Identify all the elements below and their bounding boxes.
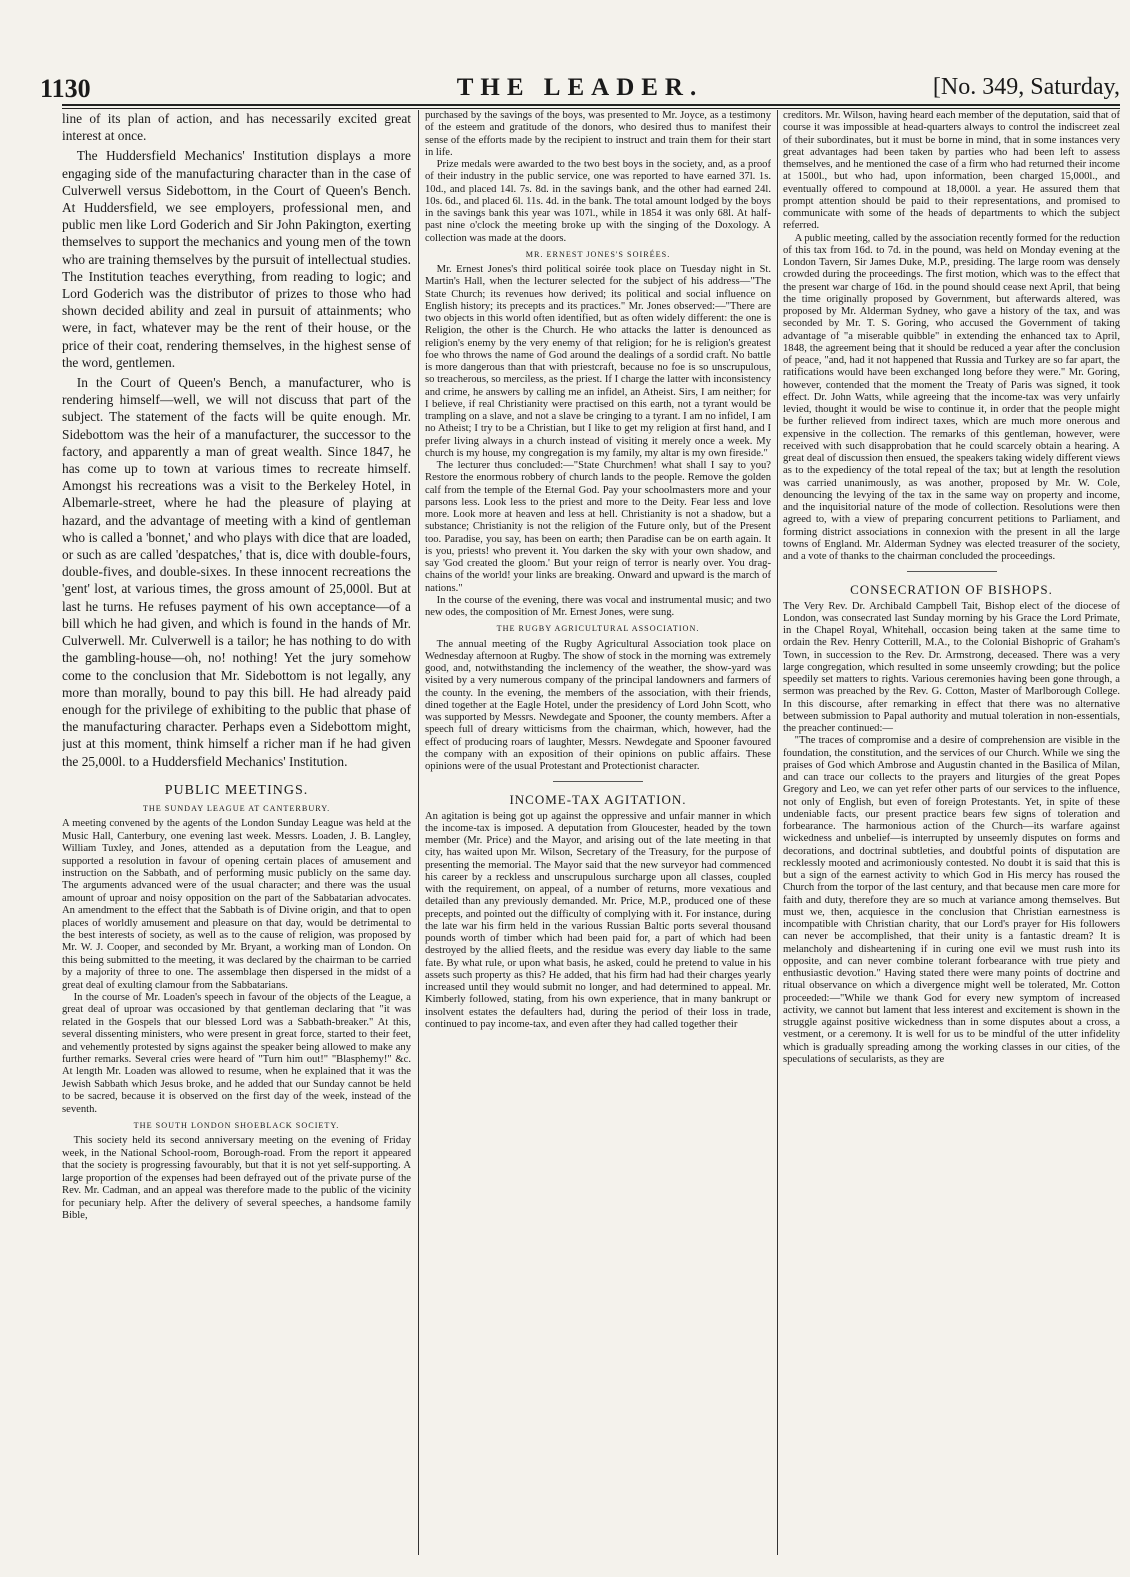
article-paragraph: The annual meeting of the Rugby Agricultural Association took place on Wednesday afternoon at Rugby. The show of stock in the morning was extremely good, and, notwithstanding the inclemency of the weather, the show-yard was visited by a very numerous company of the principal landowners and farmers of the county. In the evening, the members of the association, with their friends, dined together at the Eagle Hotel, under the presidency of Lord John Scott, who was supported by Messrs. Newdegate and Spooner, the county members. After a speech full of dreary witticisms from the chairman, which, however, had the effect of producing roars of laughter, Messrs. Newdegate and Spooner favoured the company with an exposition of their opinions on public affairs. These opinions were of the usual Protestant and Protectionist character. <box>425 638 771 772</box>
article-paragraph: In the course of the evening, there was vocal and instrumental music; and two new odes, the composition of Mr. Ernest Jones, were sung. <box>425 594 771 618</box>
section-separator <box>553 781 643 782</box>
article-paragraph: creditors. Mr. Wilson, having heard each member of the deputation, said that of course it was impossible at head-quarters always to control the indiscreet zeal of their subordinates, but it must be borne in mind, that in some instances very great advantages had been taken by parties who had been left to assess themselves, and he mentioned the case of a firm who had returned their income at 1500l., but who had, upon information, been charged 15,000l., and eventually offered to compound at 18,000l. a year. He assured them that prompt attention should be paid to their representations, and promised to communicate with some of the heads of departments to which the subject referred. <box>783 110 1120 232</box>
header-rule <box>62 104 1120 106</box>
article-paragraph: An agitation is being got up against the oppressive and unfair manner in which the income-tax is imposed. A deputation from Gloucester, headed by the town member (Mr. Price) and the Mayor, and arising out of the late meeting in that city, has waited upon Mr. Wilson, Secretary of the Treasury, for the purpose of presenting the memorial. The Mayor said that the new surveyor had commenced his career by a reckless and unscrupulous surcharge upon all classes, coupled with the requirement, on appeal, of a number of returns, more vexatious and detailed than any previously demanded. Mr. Price, M.P., produced one of these precepts, and pointed out the difficulty of complying with it. For instance, during the late war his firm held in the various Russian Baltic ports several thousand pounds worth of timber which had been paid for, a part of which had been destroyed by the allied fleets, and the residue was every day liable to the same fate. By what rule, or upon what basis, he asked, could he pretend to value in his assets such property as this? He added, that his firm had had their charges yearly increased until they would submit no longer, and had determined to appeal. Mr. Kimberly followed, stating, from his own experience, that in many bankrupt or insolvent estates the defaulters had, during the period of their loss in trade, continued to pay income-tax, and even after they had called together their <box>425 810 771 1030</box>
article-paragraph: In the course of Mr. Loaden's speech in favour of the objects of the League, a great deal of uproar was occasioned by that gentleman declaring that "it was related in the Gospels that our blessed Lord was a Sabbath-breaker." At this, several dissenting ministers, who were present in great force, started to their feet, and vehemently protested by signs against the speaker being allowed to make any further remarks. Several cries were heard of "Turn him out!" "Blasphemy!" &c. At length Mr. Loaden was allowed to resume, when he explained that it was the Jewish Sabbath which Jesus broke, and he added that our Sunday cannot be held to be sacred, because it is observed on the first day of the week, instead of the seventh. <box>62 992 411 1115</box>
section-title-income-tax: INCOME-TAX AGITATION. <box>509 792 687 808</box>
subheading-sunday-league: THE SUNDAY LEAGUE AT CANTERBURY. <box>142 803 331 813</box>
issue-label: [No. 349, Saturday, <box>932 74 1120 100</box>
article-paragraph: Prize medals were awarded to the two best boys in the society, and, as a proof of their industry in the public service, one was reported to have earned 37l. 1s. 10d., and placed 14l. 7s. 8d. in the savings bank, and the other had earned 24l. 10s. 6d., and placed 6l. 11s. 4d. in the bank. The total amount lodged by the boys in the savings bank this year was 107l., while in 1854 it was only 68l. At half-past nine o'clock the meeting broke up with the singing of the Doxology. A collection was made at the doors. <box>425 159 771 244</box>
section-title-consecration: CONSECRATION OF BISHOPS. <box>850 582 1053 598</box>
article-paragraph: A meeting convened by the agents of the London Sunday League was held at the Music Hall, Canterbury, one evening last week. Messrs. Loaden, J. B. Langley, William Tuxley, and Jones, attended as a deputation from the League, and supported a resolution in favour of opening certain places of amusement and instruction on the Sabbath, and of performing music publicly on the same day. The arguments advanced were of the usual character; and there was the usual amount of uproar and noisy opposition on the part of the Sabbatarian advocates. An amendment to the effect that the Sabbath is of Divine origin, and that to open places of worldly amusement and pleasure on that day, would be detrimental to the best interests of society, as well as to the cause of religion, was proposed by Mr. W. J. Cooper, and seconded by Mr. Bryant, a working man of London. On this being submitted to the meeting, it was declared by the chairman to be carried by a majority of three to one. The assemblage then dispersed in the midst of a great deal of exulting clamour from the Sabbatarians. <box>62 818 411 991</box>
page-number: 1130 <box>40 74 91 103</box>
column-1 <box>62 110 411 1560</box>
section-separator <box>907 571 997 572</box>
column-divider <box>418 110 419 1555</box>
article-paragraph: The lecturer thus concluded:—"State Churchmen! what shall I say to you? Restore the enormous robbery of church lands to the people. Remove the golden calf from the temple of the Eternal God. Pay your schoolmasters more and your parsons less. Look less to the priest and more to the Deity. Fear less and love more. Look more at heaven and less at hell. Christianity is not a shadow, but a substance; Christianity is not the religion of the Future only, but of the Present too. Paradise, you say, has been on earth; then Paradise can be on earth again. It is you, priests! who prevent it. You darken the sky with your own shadow, and say 'God created the gloom.' But your reign of terror is nearly over. You drag-chains of the world! your links are breaking. Onward and upward is the march of nations." <box>425 460 771 594</box>
article-paragraph: This society held its second anniversary meeting on the evening of Friday week, in the National School-room, Borough-road. From the report it appeared that the society is progressing favourably, but that it is not yet self-supporting. A large proportion of the expenses had been defrayed out of the private purse of the Rev. Mr. Cadman, and an appeal was therefore made to the public of the vicinity for pecuniary help. After the delivery of several speeches, a handsome family Bible, <box>62 1135 411 1221</box>
page-header <box>40 74 1120 104</box>
subheading-shoeblack-society: THE SOUTH LONDON SHOEBLACK SOCIETY. <box>133 1121 340 1131</box>
subheading-rugby-agricultural: THE RUGBY AGRICULTURAL ASSOCIATION. <box>496 624 700 634</box>
article-paragraph: In the Court of Queen's Bench, a manufacturer, who is rendering himself—well, we will not discuss that part of the subject. The statement of the facts will be quite enough. Mr. Sidebottom was the heir of a manufacturer, the successor to the factory, and apparently a man of great wealth. Since 1847, he has come up to town at various times to recreate himself. Amongst his recreations was a visit to the Berkeley Hotel, in Albemarle-street, where he had the pleasure of playing at hazard, and the advantage of meeting with a kind of gentleman who is called a 'bonnet,' and who plays with dice that are loaded, or such as are called 'despatches,' that is, dice with double-fours, double-fives, and double-sixes. In these innocent recreations the 'gent' lost, at various times, the gross amount of 25,000l. But at last he turns. He refuses payment of his own acceptance—of a bill which he had given, and which is found in the hands of Mr. Culverwell. Mr. Culverwell is a tailor; he has nothing to do with the gambling-house—oh, no! nothing! Yet the jury somehow come to the conclusion that Mr. Sidebottom is not legally, any more than morally, bound to pay this bill. He had already paid enough for the privilege of exhibiting to the public that phase of the manufacturing character. Perhaps even a Sidebottom might, just at this moment, think himself a richer man if he had given the 25,000l. to a Huddersfield Mechanics' Institution. <box>62 375 411 769</box>
article-paragraph: line of its plan of action, and has necessarily excited great interest at once. <box>62 111 411 144</box>
header-rule-thin <box>62 108 1120 109</box>
column-2 <box>425 110 771 1560</box>
public-meetings-body <box>62 803 411 1222</box>
article-paragraph: The Huddersfield Mechanics' Institution displays a more engaging side of the manufacturing character than in the case of Culverwell versus Sidebottom, in the Court of Queen's Bench. At Huddersfield, we see employers, professional men, and public men like Lord Goderich and Sir John Pakington, exerting themselves to support the mechanics and young men of the town who are training themselves by the pursuit of intellectual studies. The Institution teaches everything, from reading to logic; and Lord Goderich was the distributor of prizes to those who had shown decided ability and zeal in pursuit of attainments; who were, in fact, whatever may be the rent of their house, or the price of their coat, rendering themselves, in the highest sense of the word, gentlemen. <box>62 148 411 370</box>
masthead: THE LEADER. <box>456 74 704 101</box>
column-divider <box>777 110 778 1555</box>
article-paragraph: A public meeting, called by the association recently formed for the reduction of this tax from 16d. to 7d. in the pound, was held on Monday evening at the London Tavern, Sir James Duke, M.P., presiding. The large room was densely crowded during the proceedings. The first motion, which was to the effect that the present war charge of 16d. in the pound should cease next April, that being the time originally proposed by Government, but afterwards altered, was proposed by Mr. Alderman Sydney, who gave a history of the tax, and was seconded by Mr. T. S. Goring, who accused the Government of taking advantage of "a miserable quibble" in extending the enhanced tax to April, 1848, the agreement being that it should be reduced a year after the conclusion of peace, "and, had it not happened that Russia and Turkey are so far apart, the ratifications would have been exchanged long before they were." Mr. Goring, however, contended that the moment the Treaty of Paris was signed, it took effect. Dr. John Watts, while agreeing that the income-tax was very unfairly levied, thought it would be wise to continue it, in order that the people might be further relieved from indirect taxes, which are much more onerous and expensive in the collection. The remarks of this gentleman, however, were received with such disapprobation that he could scarcely obtain a hearing. A great deal of discussion then ensued, the speakers taking widely different views as to the expediency of the total repeal of the tax; but at length the resolution was carried unanimously, as was another, proposed by Mr. W. Cole, denouncing the levying of the tax in the same way on property and income, and the inquisitorial nature of the mode of collection. Resolutions were then agreed to, with a view of preparing concurrent petitions to Parliament, and forming district associations in connexion with the present in all the large towns of England. Mr. Alderman Sydney was elected treasurer of the society, and a vote of thanks to the chairman concluded the proceedings. <box>783 232 1120 562</box>
article-paragraph: purchased by the savings of the boys, was presented to Mr. Joyce, as a testimony of the esteem and gratitude of the donors, who desired thus to manifest their sense of the efforts made by the recipient to instruct and train them for their start in life. <box>425 110 771 158</box>
article-paragraph: Mr. Ernest Jones's third political soirée took place on Tuesday night in St. Martin's Hall, when the lecturer selected for the subject of his address—"The State Church; its revenues how derived; its political and social influence on English history; its precepts and its practices." Mr. Jones observed:—"There are two objects in this world often identified, but as often widely different: the one is Religion, the other is the Church. He who attacks the latter is denounced as religion's enemy by the very enemy of that religion; for he is religion's greatest foe who throws the name of God around the dealings of a sordid craft. No battle is more dangerous than that with priestcraft, because no foe is so unscrupulous, so treacherous, so merciless, as the priest. If I charge the latter with inconsistency and crime, he answers by calling me an infidel, an Atheist. Sirs, I am neither; for I believe, if real Christianity were practised on this earth, not a tyrant would be trampling on a slave, and not a slave be cringing to a tyrant. I am no infidel, I am no Atheist; I try to be a Christian, but I like to get my religion at first hand, and I prefer living always in a church instead of visiting it merely once a week. My church is my house, my congregation is my family, my altar is my own fireside." <box>425 264 771 459</box>
column-3 <box>783 110 1120 1560</box>
section-title-public-meetings: PUBLIC MEETINGS. <box>164 782 309 798</box>
article-paragraph: "The traces of compromise and a desire of comprehension are visible in the foundation, the constitution, and the services of our Church. While we sing the praises of God which Ambrose and Augustin chanted in the Basilica of Milan, and can trace our collects to the prayers and liturgies of the great Popes Gregory and Leo, we can yet refer other parts of our services to the influence, not only of English, but even of foreign Protestants. Yet, in spite of these undeniable facts, our present practice bears few signs of toleration and forbearance. The harmonious action of the Church—its warfare against wickedness and unbelief—is interrupted by unseemly disputes on forms and decorations, and doctrinal subtleties, and doubtful points of disputation are recklessly mooted and acrimoniously contested. No doubt it is said that this is but a sign of the earnest activity to which God in His mercy has roused the Church from the torpor of the last century, and that because men care more for faith and duty, therefore they are so much at variance among themselves. But must we, then, acquiesce in the conclusion that Christian earnestness is incompatible with Christian charity, that our Lord's prayer for His followers can never be accomplished, that their unity is a fantastic dream? It is melancholy and disheartening if in curing one evil we must rush into its opposite, and can never combine tolerant forbearance with true piety and enthusiastic devotion." Having stated there were many points of doctrine and ritual observance on which a divergence might well be tolerated, Mr. Cotton proceeded:—"While we thank God for every new symptom of increased activity, we cannot but lament that less interest and excitement is shown in the struggle against positive wickedness than in some disputes about a cross, a vestment, or a ceremony. It is well for us to be mindful of the utter infidelity which is gradually spreading among the working classes in our cities, of the speculations of secularists, as they are <box>783 735 1120 1065</box>
subheading-ernest-jones: MR. ERNEST JONES'S SOIRÉES. <box>525 249 671 259</box>
article-paragraph: The Very Rev. Dr. Archibald Campbell Tait, Bishop elect of the diocese of London, was consecrated last Sunday morning by his Grace the Lord Primate, in the Chapel Royal, Whitehall, occasion being taken at the same time to ordain the Rev. Henry Cotterill, M.A., to the Colonial Bishopric of Graham's Town, in succession to the Rev. Dr. Armstrong, deceased. There was a very large congregation, which resulted in some unseemly crowding; but the police speedily set matters to rights. Various ceremonies having been gone through, a sermon was preached by the Rev. G. Cotton, Master of Marlborough College. In this discourse, after remarking in effect that there was no alternative between submission to Papal authority and mutual toleration in non-essentials, the preacher continued:— <box>783 600 1120 734</box>
